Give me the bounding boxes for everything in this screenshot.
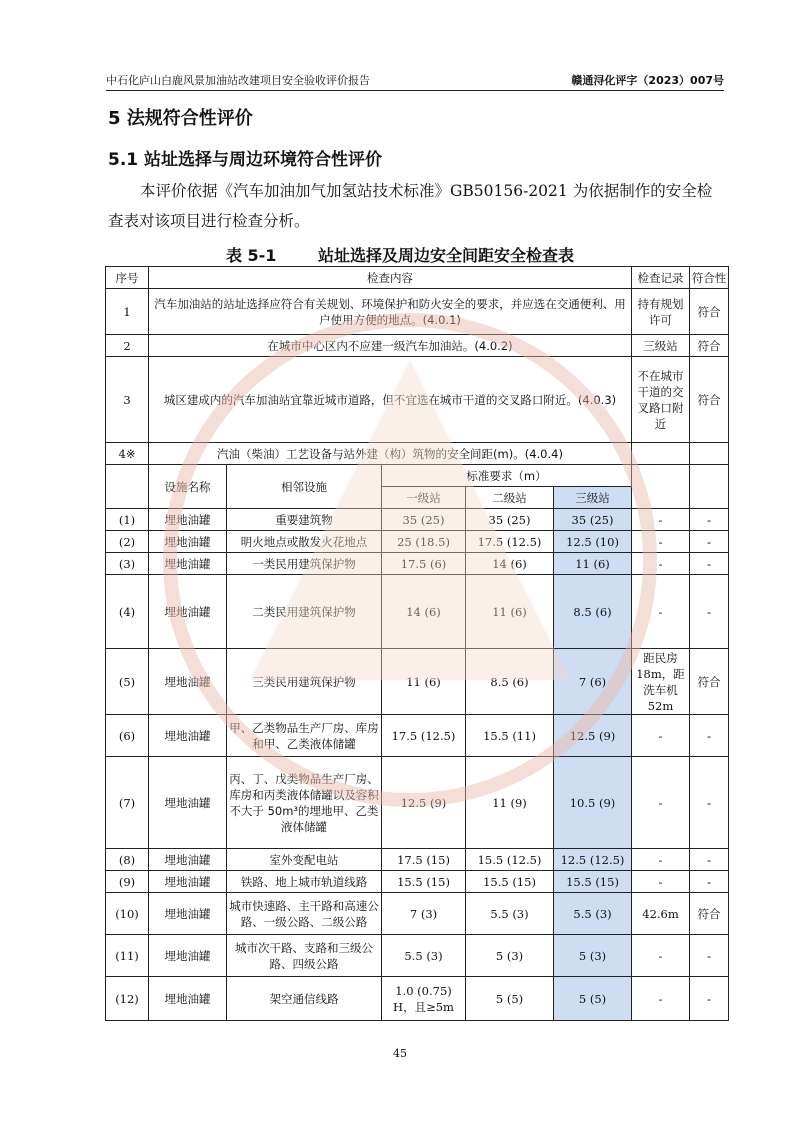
distance-row-related: 明火地点或散发火花地点 [227,531,382,553]
distance-row [106,849,729,871]
distance-row-grade1: 17.5 (6) [382,553,466,575]
sub-header-record-blank [632,465,690,509]
distance-row-facility: 埋地油罐 [149,715,227,757]
distance-row-facility: 埋地油罐 [149,935,227,977]
distance-row-no: (1) [106,509,149,531]
distance-row-grade3: 5.5 (3) [554,893,632,935]
distance-row-facility: 埋地油罐 [149,757,227,849]
row-record: 持有规划许可 [632,289,690,335]
distance-row-grade1: 12.5 (9) [382,757,466,849]
distance-row-no: (3) [106,553,149,575]
distance-row-record: - [632,531,690,553]
distance-row [106,531,729,553]
distance-row-grade2: 35 (25) [466,509,554,531]
distance-row-grade3: 5 (3) [554,935,632,977]
distance-row-facility: 埋地油罐 [149,649,227,715]
distance-row-result: - [690,531,729,553]
intro-paragraph: 本评价依据《汽车加油加气加氢站技术标准》GB50156-2021 为依据制作的安全检查表对该项目进行检查分析。 [108,182,713,230]
sub-header-row [106,465,729,487]
distance-row-no: (5) [106,649,149,715]
distance-row-grade1: 1.0 (0.75) H，且≥5m [382,977,466,1021]
sub-header-grade2: 二级站 [466,487,554,509]
header-doc-number: 赣通浔化评字（2023）007号 [571,74,724,87]
distance-row-related: 城市快速路、主干路和高速公路、一级公路、二级公路 [227,893,382,935]
distance-row-grade3: 12.5 (12.5) [554,849,632,871]
distance-row-record: - [632,977,690,1021]
distance-row-related: 二类民用建筑保护物 [227,575,382,649]
distance-row [106,509,729,531]
distance-row-related: 铁路、地上城市轨道线路 [227,871,382,893]
table-title: 站址选择及周边安全间距安全检查表 [318,246,575,265]
distance-row-grade2: 5.5 (3) [466,893,554,935]
distance-row-no: (6) [106,715,149,757]
row-no: 3 [106,357,149,443]
page-header [106,70,724,91]
safety-check-table [105,266,729,1021]
distance-row-grade3: 35 (25) [554,509,632,531]
distance-row-facility: 埋地油罐 [149,977,227,1021]
table-row [106,289,729,335]
distance-row-result: - [690,715,729,757]
section-title: 5 法规符合性评价 [108,108,253,129]
table-number: 表 5-1 [225,246,277,265]
distance-row-grade2: 5 (5) [466,977,554,1021]
row-content: 在城市中心区内不应建一级汽车加油站。(4.0.2) [149,335,632,357]
table-row [106,443,729,465]
distance-row-grade2: 11 (6) [466,575,554,649]
row-record: 三级站 [632,335,690,357]
table-row [106,357,729,443]
distance-row-grade1: 35 (25) [382,509,466,531]
distance-row-result: - [690,509,729,531]
distance-row-grade3: 11 (6) [554,553,632,575]
row-content: 城区建成内的汽车加油站宜靠近城市道路，但不宜选在城市干道的交叉路口附近。(4.0.3) [149,357,632,443]
distance-row [106,649,729,715]
row-result [690,443,729,465]
distance-row-grade2: 15.5 (12.5) [466,849,554,871]
distance-row-related: 丙、丁、戊类物品生产厂房、库房和丙类液体储罐以及容积不大于 50m³的埋地甲、乙类液体储罐 [227,757,382,849]
row-no: 4※ [106,443,149,465]
distance-row-record: 距民房18m，距洗车机52m [632,649,690,715]
distance-row-record: - [632,935,690,977]
distance-row-grade1: 5.5 (3) [382,935,466,977]
sub-header-facility: 设施名称 [149,465,227,509]
row-no: 2 [106,335,149,357]
distance-row [106,757,729,849]
distance-row [106,575,729,649]
page-number: 45 [393,1047,407,1060]
distance-row-no: (11) [106,935,149,977]
distance-row-record: - [632,871,690,893]
distance-row-grade1: 15.5 (15) [382,871,466,893]
distance-row-grade2: 11 (9) [466,757,554,849]
distance-row-grade2: 15.5 (11) [466,715,554,757]
distance-row-grade1: 25 (18.5) [382,531,466,553]
distance-row-grade2: 17.5 (12.5) [466,531,554,553]
distance-row-grade1: 17.5 (15) [382,849,466,871]
table-row [106,335,729,357]
row-result: 符合 [690,357,729,443]
distance-row [106,893,729,935]
distance-row-related: 室外变配电站 [227,849,382,871]
row-no: 1 [106,289,149,335]
row-content: 汽油（柴油）工艺设备与站外建（构）筑物的安全间距(m)。(4.0.4) [149,443,632,465]
distance-row-grade1: 17.5 (12.5) [382,715,466,757]
distance-row-no: (9) [106,871,149,893]
row-result: 符合 [690,289,729,335]
distance-row-related: 一类民用建筑保护物 [227,553,382,575]
sub-header-grade3: 三级站 [554,487,632,509]
distance-row-facility: 埋地油罐 [149,849,227,871]
distance-row-record: - [632,757,690,849]
distance-row-facility: 埋地油罐 [149,509,227,531]
distance-row-grade2: 8.5 (6) [466,649,554,715]
sub-header-result-blank [690,465,729,509]
distance-row-grade1: 7 (3) [382,893,466,935]
distance-row-grade3: 5 (5) [554,977,632,1021]
distance-row [106,977,729,1021]
distance-row-result: - [690,871,729,893]
header-no: 序号 [106,267,149,289]
distance-row-no: (2) [106,531,149,553]
distance-row-result: - [690,757,729,849]
distance-row-result: 符合 [690,893,729,935]
distance-row-no: (8) [106,849,149,871]
distance-row [106,871,729,893]
distance-row-related: 甲、乙类物品生产厂房、库房和甲、乙类液体储罐 [227,715,382,757]
distance-row [106,935,729,977]
distance-row-result: - [690,553,729,575]
distance-row-record: - [632,849,690,871]
table-caption [0,243,800,266]
distance-row-grade2: 5 (3) [466,935,554,977]
distance-row [106,553,729,575]
distance-row-result: - [690,935,729,977]
distance-row-facility: 埋地油罐 [149,893,227,935]
subsection-title: 5.1 站址选择与周边环境符合性评价 [108,150,383,170]
row-record: 不在城市干道的交叉路口附近 [632,357,690,443]
distance-row-result: - [690,575,729,649]
distance-row-grade1: 11 (6) [382,649,466,715]
header-record: 检查记录 [632,267,690,289]
header-result: 符合性 [690,267,729,289]
distance-row-facility: 埋地油罐 [149,553,227,575]
distance-row-grade3: 12.5 (10) [554,531,632,553]
distance-row-related: 重要建筑物 [227,509,382,531]
distance-row-no: (10) [106,893,149,935]
distance-row [106,715,729,757]
distance-row-grade3: 8.5 (6) [554,575,632,649]
row-result: 符合 [690,335,729,357]
distance-row-facility: 埋地油罐 [149,531,227,553]
distance-row-grade1: 14 (6) [382,575,466,649]
distance-row-no: (7) [106,757,149,849]
distance-row-grade3: 10.5 (9) [554,757,632,849]
distance-row-related: 三类民用建筑保护物 [227,649,382,715]
distance-row-facility: 埋地油罐 [149,575,227,649]
distance-row-record: - [632,575,690,649]
distance-row-grade2: 15.5 (15) [466,871,554,893]
header-content: 检查内容 [149,267,632,289]
distance-row-record: - [632,509,690,531]
sub-header-standard: 标准要求（m） [382,465,632,487]
row-content: 汽车加油站的站址选择应符合有关规划、环境保护和防火安全的要求，并应选在交通便利、用户使用方便的地点。(4.0.1) [149,289,632,335]
distance-row-record: - [632,553,690,575]
distance-row-grade3: 15.5 (15) [554,871,632,893]
distance-row-no: (4) [106,575,149,649]
table-header-row [106,267,729,289]
distance-row-no: (12) [106,977,149,1021]
distance-row-grade3: 12.5 (9) [554,715,632,757]
distance-row-result: - [690,849,729,871]
distance-row-related: 城市次干路、支路和三级公路、四级公路 [227,935,382,977]
distance-row-record: 42.6m [632,893,690,935]
sub-header-blank [106,465,149,509]
distance-row-grade2: 14 (6) [466,553,554,575]
distance-row-record: - [632,715,690,757]
header-report-title: 中石化庐山白鹿风景加油站改建项目安全验收评价报告 [106,74,370,87]
distance-row-result: 符合 [690,649,729,715]
sub-header-related: 相邻设施 [227,465,382,509]
distance-row-grade3: 7 (6) [554,649,632,715]
row-record [632,443,690,465]
distance-row-result: - [690,977,729,1021]
sub-header-grade1: 一级站 [382,487,466,509]
distance-row-related: 架空通信线路 [227,977,382,1021]
distance-row-facility: 埋地油罐 [149,871,227,893]
